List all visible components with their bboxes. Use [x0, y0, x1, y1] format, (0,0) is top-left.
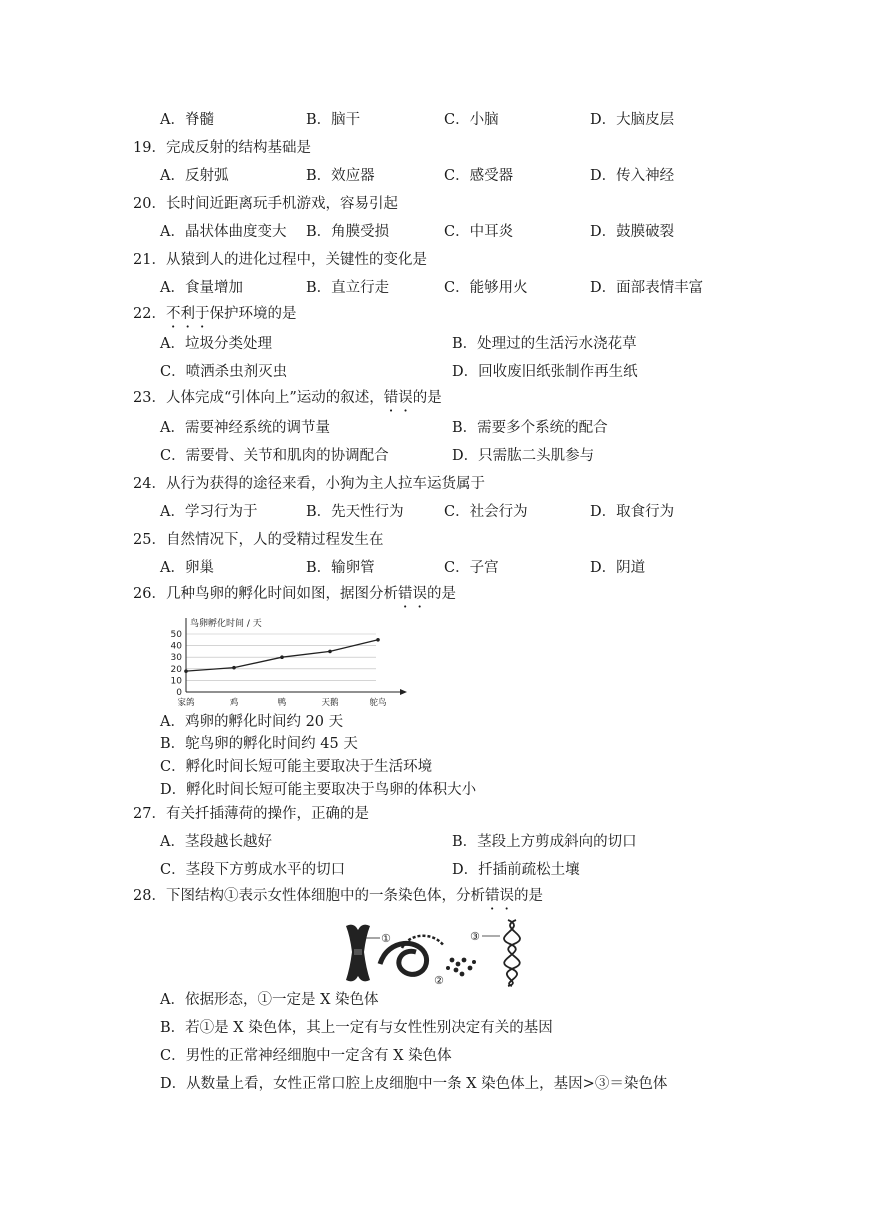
- q24-stem: 24．从行为获得的途径来看，小狗为主人拉车运货属于: [133, 476, 485, 492]
- chart-x-tick-label: 天鹅: [321, 698, 339, 708]
- chart-point: [184, 669, 188, 673]
- q24-option-d: D．取食行为: [590, 504, 675, 520]
- q19-option-d: D．传入神经: [590, 168, 675, 184]
- chart-x-ticks: [177, 697, 386, 708]
- hatching-time-chart: [150, 612, 410, 712]
- q26-option-c: C．孵化时间长短可能主要取决于生活环境: [160, 759, 433, 775]
- q23-stem-suffix: 的是: [412, 390, 442, 406]
- emphasis-char: 利: [180, 306, 195, 322]
- q28-stem: [133, 886, 543, 906]
- q18-option-b: B．脑干: [306, 112, 361, 128]
- q19-option-c: C．感受器: [444, 168, 514, 184]
- chart-y-tick-label: 20: [170, 664, 182, 675]
- q25-option-b: B．输卵管: [306, 560, 375, 576]
- chart-y-tick-label: 50: [170, 630, 182, 640]
- q24-option-c: C．社会行为: [444, 504, 528, 520]
- emphasis-char: 于: [194, 306, 210, 322]
- q22-emphasis: [166, 306, 210, 322]
- q22-option-b: B．处理过的生活污水浇花草: [452, 336, 637, 352]
- q21-option-d: D．面部表情丰富: [590, 280, 704, 296]
- q23-stem-prefix: 23．人体完成“引体向上”运动的叙述，: [133, 390, 384, 406]
- q20-option-a: A．晶状体曲度变大: [160, 224, 287, 240]
- q24-option-a: A．学习行为于: [160, 504, 258, 520]
- chromosome-label-2: ②: [434, 974, 444, 987]
- chart-point: [328, 650, 332, 654]
- q26-emphasis: [398, 586, 427, 602]
- dna-double-helix: [504, 920, 520, 986]
- q25-option-d: D．阴道: [590, 560, 646, 576]
- emphasis-char: 错: [383, 390, 399, 406]
- q26-stem-suffix: 的是: [426, 586, 456, 602]
- q20-option-d: D．鼓膜破裂: [590, 224, 675, 240]
- q27-option-d: D．扦插前疏松土壤: [452, 862, 580, 878]
- emphasis-char: 误: [398, 390, 413, 406]
- q18-option-c: C．小脑: [444, 112, 499, 128]
- q26-option-d: D．孵化时间长短可能主要取决于鸟卵的体积大小: [160, 782, 477, 798]
- chart-points: [184, 638, 380, 673]
- q28-stem-prefix: 28．下图结构①表示女性体细胞中的一条染色体，分析: [133, 888, 485, 904]
- q25-option-c: C．子宫: [444, 560, 499, 576]
- q19-stem: 19．完成反射的结构基础是: [133, 140, 311, 156]
- emphasis-char: 错: [484, 888, 500, 904]
- q23-option-c: C．需要骨、关节和肌肉的协调配合: [160, 448, 389, 464]
- q20-stem: 20．长时间近距离玩手机游戏，容易引起: [133, 196, 398, 212]
- chromosome-label-1: ①: [381, 932, 391, 945]
- q19-option-a: A．反射弧: [160, 168, 229, 184]
- chromosome-label-3: ③: [470, 930, 480, 943]
- q22-stem: [133, 304, 296, 324]
- emphasis-char: 错: [397, 586, 413, 602]
- q26-option-a: A．鸡卵的孵化时间约 20 天: [160, 714, 344, 730]
- q22-option-c: C．喷洒杀虫剂灭虫: [160, 364, 288, 380]
- chart-point: [376, 638, 380, 642]
- chart-y-tick-label: 10: [170, 676, 182, 687]
- chart-x-tick-label: 鸡: [229, 698, 239, 708]
- chart-x-tick-label: 鸭: [277, 698, 287, 708]
- chromosome-figure: [340, 918, 540, 988]
- q21-option-a: A．食量增加: [160, 280, 243, 296]
- q22-option-a: A．垃圾分类处理: [160, 336, 272, 352]
- q21-option-c: C．能够用火: [444, 280, 528, 296]
- chromosome-x-shape: [346, 925, 370, 982]
- q27-option-b: B．茎段上方剪成斜向的切口: [452, 834, 637, 850]
- q23-stem: [133, 388, 442, 408]
- chart-y-tick-label: 40: [170, 641, 182, 652]
- chart-point: [280, 655, 284, 659]
- q26-option-b: B．鸵鸟卵的孵化时间约 45 天: [160, 736, 358, 752]
- chart-y-tick-label: 30: [170, 653, 182, 664]
- q22-option-d: D．回收废旧纸张制作再生纸: [452, 364, 638, 380]
- q19-option-b: B．效应器: [306, 168, 375, 184]
- q20-option-c: C．中耳炎: [444, 224, 514, 240]
- emphasis-char: 误: [412, 586, 427, 602]
- q18-option-d: D．大脑皮层: [590, 112, 675, 128]
- q23-option-a: A．需要神经系统的调节量: [160, 420, 330, 436]
- q23-emphasis: [384, 390, 413, 406]
- chart-y-ticks: [171, 630, 183, 698]
- emphasis-char: 误: [499, 888, 514, 904]
- q28-option-b: B．若①是 X 染色体，其上一定有与女性性别决定有关的基因: [160, 1020, 553, 1036]
- q26-stem: [133, 584, 456, 604]
- chart-title: 鸟卵孵化时间 / 天: [190, 619, 262, 629]
- q27-option-a: A．茎段越长越好: [160, 834, 272, 850]
- emphasis-char: 不: [165, 306, 181, 322]
- q27-stem: 27．有关扦插薄荷的操作，正确的是: [133, 806, 369, 822]
- q22-stem-suffix: 保护环境的是: [209, 306, 297, 322]
- q28-option-a: A．依据形态，①一定是 X 染色体: [160, 992, 379, 1008]
- q23-option-d: D．只需肱二头肌参与: [452, 448, 595, 464]
- chart-x-axis-arrow: [400, 689, 407, 695]
- q24-option-b: B．先天性行为: [306, 504, 404, 520]
- q23-option-b: B．需要多个系统的配合: [452, 420, 608, 436]
- chart-point: [232, 666, 236, 670]
- chart-x-tick-label: 鸵鸟: [369, 698, 387, 708]
- q21-option-b: B．直立行走: [306, 280, 390, 296]
- q28-emphasis: [485, 888, 514, 904]
- q18-option-a: A．脊髓: [160, 112, 214, 128]
- q25-stem: 25．自然情况下，人的受精过程发生在: [133, 532, 384, 548]
- chart-y-tick-label: 0: [176, 688, 182, 698]
- q28-option-c: C．男性的正常神经细胞中一定含有 X 染色体: [160, 1048, 452, 1064]
- chart-x-tick-label: 家鸽: [177, 698, 195, 708]
- q27-option-c: C．茎段下方剪成水平的切口: [160, 862, 346, 878]
- q25-option-a: A．卵巢: [160, 560, 214, 576]
- q28-stem-suffix: 的是: [513, 888, 543, 904]
- q28-option-d: D．从数量上看，女性正常口腔上皮细胞中一条 X 染色体上，基因>③＝染色体: [160, 1076, 668, 1092]
- q22-stem-prefix: 22．: [133, 306, 166, 322]
- q26-stem-prefix: 26．几种鸟卵的孵化时间如图，据图分析: [133, 586, 398, 602]
- histone-beads: [446, 958, 476, 977]
- q21-stem: 21．从猿到人的进化过程中，关键性的变化是: [133, 252, 427, 268]
- q20-option-b: B．角膜受损: [306, 224, 390, 240]
